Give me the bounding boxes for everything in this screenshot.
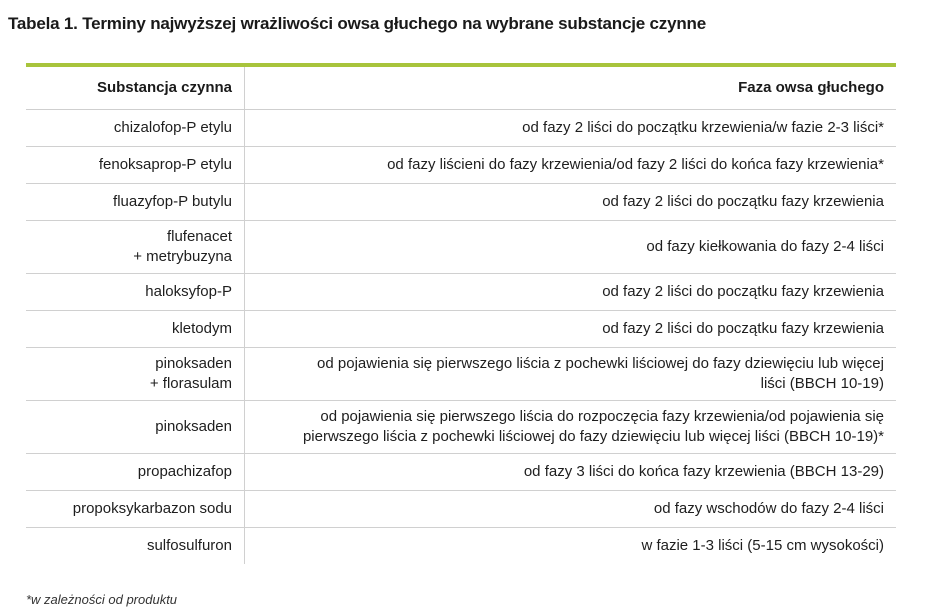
phase-cell: od fazy 2 liści do początku fazy krzewienia [245, 274, 897, 311]
table-row [26, 311, 896, 348]
column-header-phase: Faza owsa głuchego [245, 67, 897, 110]
substance-cell: pinoksaden [26, 401, 245, 454]
footnote: *w zależności od produktu [26, 592, 178, 607]
column-header-substance: Substancja czynna [26, 67, 245, 110]
substance-cell: pinoksaden + florasulam [26, 348, 245, 401]
phase-cell: od fazy kiełkowania do fazy 2-4 liści [245, 221, 897, 274]
table-title: Tabela 1. Terminy najwyższej wrażliwości owsa głuchego na wybrane substancje czynne [8, 14, 706, 33]
sensitivity-table [26, 67, 896, 564]
substance-cell: fluazyfop-P butylu [26, 184, 245, 221]
phase-cell: od fazy 2 liści do początku fazy krzewienia [245, 184, 897, 221]
table-row [26, 454, 896, 491]
table-row [26, 274, 896, 311]
substance-cell: haloksyfop-P [26, 274, 245, 311]
table-header-row [26, 67, 896, 110]
table-row [26, 147, 896, 184]
substance-cell: flufenacet + metrybuzyna [26, 221, 245, 274]
substance-cell: chizalofop-P etylu [26, 110, 245, 147]
substance-cell: fenoksaprop-P etylu [26, 147, 245, 184]
table-row [26, 110, 896, 147]
table-row [26, 348, 896, 401]
phase-cell: od fazy 2 liści do początku krzewienia/w fazie 2-3 liści* [522, 119, 884, 136]
substance-cell: propoksykarbazon sodu [26, 491, 245, 528]
substance-cell: kletodym [26, 311, 245, 348]
table-row [26, 401, 896, 454]
table-row [26, 528, 896, 565]
phase-cell: od fazy 3 liści do końca fazy krzewienia (BBCH 13-29) [245, 454, 897, 491]
phase-cell: od fazy liścieni do fazy krzewienia/od fazy 2 liści do końca fazy krzewienia* [245, 147, 897, 184]
phase-cell: w fazie 1-3 liści (5-15 cm wysokości) [245, 528, 897, 565]
phase-cell: od fazy 2 liści do początku fazy krzewienia [245, 311, 897, 348]
substance-cell: sulfosulfuron [26, 528, 245, 565]
phase-cell: od pojawienia się pierwszego liścia do rozpoczęcia fazy krzewienia/od pojawienia się pierwszego liścia z pochewki liściowej do fazy dziewięciu lub więcej liści (BBCH 10-19)* [245, 401, 897, 454]
table-row [26, 221, 896, 274]
phase-cell: od pojawienia się pierwszego liścia z pochewki liściowej do fazy dziewięciu lub więcej liści (BBCH 10-19) [245, 348, 897, 401]
table-row [26, 184, 896, 221]
phase-cell: od fazy wschodów do fazy 2-4 liści [245, 491, 897, 528]
substance-cell: propachizafop [26, 454, 245, 491]
table-row [26, 491, 896, 528]
